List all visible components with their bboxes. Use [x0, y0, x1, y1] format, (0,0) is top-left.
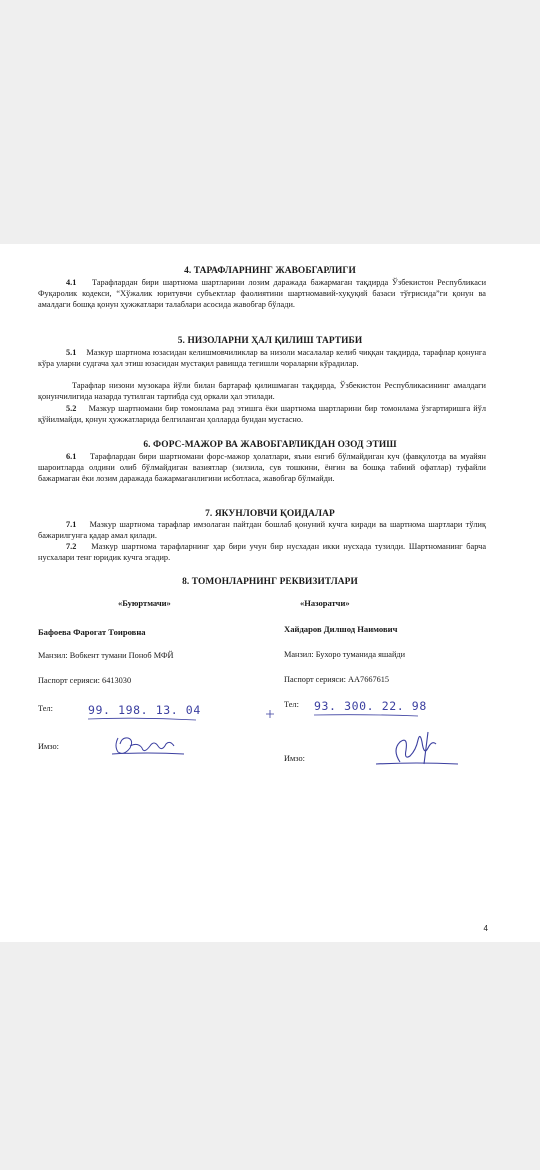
customer-phone: 99. 198. 13. 04	[88, 703, 201, 717]
customer-phone-label: Тел:	[38, 704, 53, 713]
section-6-title: 6. ФОРС-МАЖОР ВА ЖАВОБГАРЛИКДАН ОЗОД ЭТИШ	[143, 440, 397, 450]
clause-number: 7.2	[66, 542, 77, 551]
customer-phone-underline	[86, 716, 198, 722]
customer-signature-icon	[108, 732, 188, 758]
clause-text: Тарафлардан бири шартнома шартларини лозим даражада бажармаган тақдирда Ўзбекистон Республикаси Фуқаролик кодекси, “Хўжалик юритувчи субъектлар фаолиятини шартномавий-хуқуқий базаси тўғрисида”ги қонун ва амалдаги бошқа қонун ҳужжатлари талаблари асосида жавобгар бўлади.	[38, 278, 487, 309]
clause-text: Мазкур шартномани бир томонлама рад этишга ёки шартнома шартларини бир томонлама ўзгартиришга йўл қўйилмайди, қонун ҳужжатларида белгиланган ҳолларда бундан мустасно.	[38, 404, 486, 424]
supervisor-phone-label: Тел:	[284, 700, 299, 709]
supervisor-name: Хайдаров Дилшод Наимович	[284, 624, 398, 634]
clause-text: Тарафлардан бири шартномани форс-мажор ҳолатлари, яъни енгиб бўлмайдиган куч (фавқулотда ва муайян шароитларда олдини олиб бўлмайдиган вазиятлар (зилзила, сув тошкини, ёнғин ва бошқа табиий офатлар) туфайли бажармаган ёки лозим даражада бажармаганлигини исботласа, жавобгар бўлмайди.	[38, 452, 486, 483]
supervisor-role: «Назоратчи»	[300, 598, 350, 608]
section-8-title: 8. ТОМОНЛАРНИНГ РЕКВИЗИТЛАРИ	[182, 577, 358, 587]
supervisor-sign-label: Имзо:	[284, 754, 305, 763]
customer-sign-label: Имзо:	[38, 742, 59, 751]
clause-number: 5.1	[66, 348, 77, 357]
customer-name: Бафоева Фарогат Тоировна	[38, 627, 146, 637]
clause-text: Мазкур шартнома тарафларнинг ҳар бири учун бир нусхадан икки нусхада тузилди. Шартноманинг барча нусхалари тенг юридик кучга эгадир.	[38, 542, 486, 562]
ink-mark-icon	[264, 708, 276, 720]
section-4-paragraph-1	[38, 278, 486, 310]
clause-number: 7.1	[66, 520, 77, 529]
section-7-paragraph-2	[38, 542, 486, 564]
clause-text: Мазкур шартнома юзасидан келишмовчиликлар ва низоли масалалар келиб чиққан тақдирда, тарафлар қонунга кўра уларни судгача ҳал этиш юзасидан мустақил равишда тегишли чораларни кўрадилар.	[38, 348, 487, 368]
section-5-paragraph-3	[38, 404, 486, 426]
document-page	[0, 244, 540, 942]
section-4-title: 4. ТАРАФЛАРНИНГ ЖАВОБГАРЛИГИ	[184, 266, 356, 276]
section-6-paragraph-1	[38, 452, 486, 484]
customer-role: «Буюртмачи»	[118, 598, 171, 608]
section-7-paragraph-1	[38, 520, 486, 542]
section-5-paragraph-1	[38, 348, 486, 370]
section-5-title: 5. НИЗОЛАРНИ ҲАЛ ҚИЛИШ ТАРТИБИ	[177, 336, 363, 346]
supervisor-address: Манзил: Бухоро туманида яшайди	[284, 650, 406, 659]
page-number: 4	[483, 924, 488, 933]
clause-number: 6.1	[66, 452, 77, 461]
supervisor-phone: 93. 300. 22. 98	[314, 699, 427, 713]
section-5-paragraph-2: Тарафлар низони музокара йўли билан бартараф қилишмаган тақдирда, Ўзбекистон Республикасининг амалдаги қонунчилигида назарда тутилган тартибда суд оркали ҳал этилади.	[38, 381, 486, 401]
clause-text: Мазкур шартнома тарафлар имзолаган пайтдан бошлаб қонуний кучга киради ва шартнома шартлари тўлиқ бажарилгунга қадар амал қилади.	[38, 520, 486, 540]
customer-address: Манзил: Вобкент тумани Поноб МФЙ	[38, 651, 174, 660]
supervisor-phone-underline	[312, 712, 420, 718]
clause-number: 4.1	[66, 278, 77, 287]
customer-passport: Паспорт серияси: 6413030	[38, 676, 132, 685]
supervisor-passport: Паспорт серияси: АА7667615	[284, 675, 390, 684]
clause-number: 5.2	[66, 404, 77, 413]
section-7-title: 7. ЯКУНЛОВЧИ ҚОИДАЛАР	[205, 509, 335, 519]
supervisor-signature-icon	[370, 728, 462, 770]
